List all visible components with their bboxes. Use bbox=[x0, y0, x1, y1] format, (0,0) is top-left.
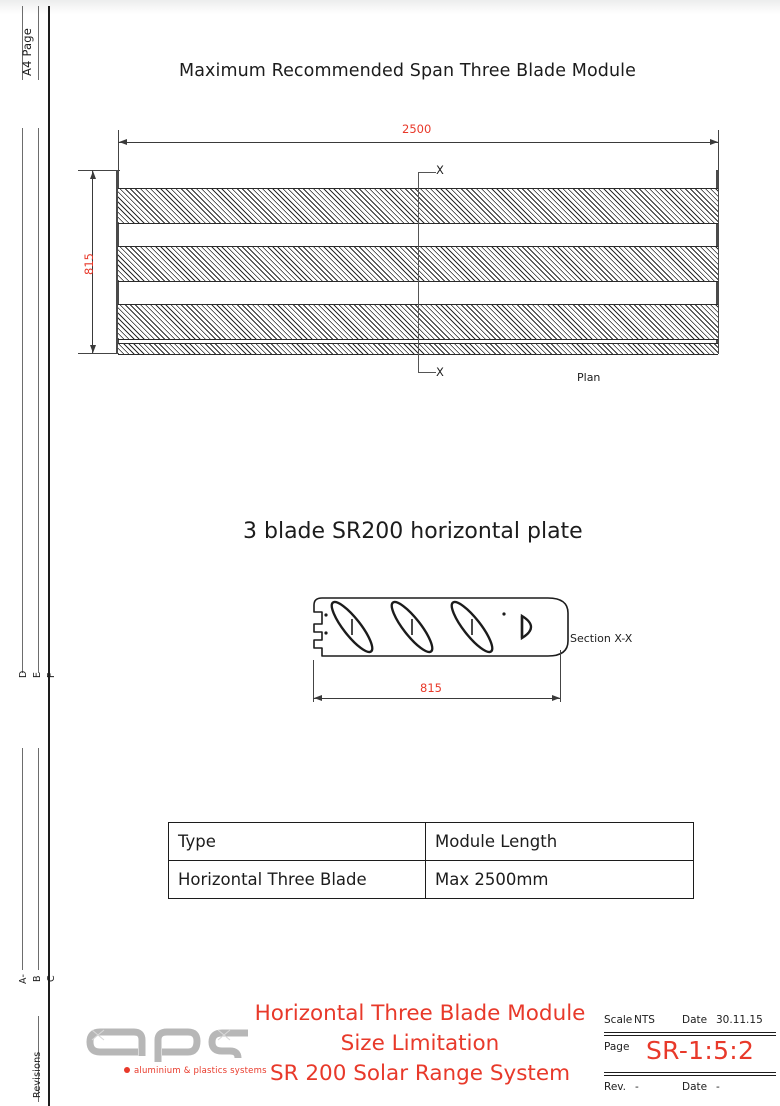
title-block bbox=[604, 1008, 776, 1100]
specification-table bbox=[168, 822, 694, 899]
sheet-border-line bbox=[48, 6, 50, 1106]
dim-extension-bottom bbox=[78, 353, 120, 354]
dim-arrow-right-2500 bbox=[710, 139, 718, 145]
dim-arrow-up-815 bbox=[90, 171, 96, 179]
section-view-title: 3 blade SR200 horizontal plate bbox=[243, 519, 583, 544]
dim-extension-top bbox=[78, 170, 120, 171]
section-mark-bottom-x: X bbox=[436, 365, 444, 379]
title-block-divider-1a bbox=[604, 1032, 776, 1033]
table-header-row bbox=[169, 823, 694, 861]
dim-extension-right bbox=[718, 130, 719, 175]
dim-line-2500 bbox=[118, 142, 718, 143]
section-dim-ext-right bbox=[560, 650, 561, 702]
screw-port-mark-1 bbox=[324, 613, 327, 616]
rev-date-label: Date bbox=[682, 1081, 708, 1093]
rev-date-value: - bbox=[716, 1081, 720, 1093]
date-label: Date bbox=[682, 1014, 708, 1026]
screw-port-mark-3 bbox=[502, 612, 505, 615]
margin-rule-lower-1 bbox=[22, 748, 23, 970]
section-view-label: Section X-X bbox=[570, 632, 633, 645]
scale-value: NTS bbox=[634, 1014, 655, 1026]
revision-row-d: D bbox=[18, 670, 29, 678]
dim-line-815-section bbox=[313, 698, 560, 699]
dim-value-2500: 2500 bbox=[402, 122, 432, 136]
table-header-module-length: Module Length bbox=[426, 823, 694, 861]
revision-row-e: E bbox=[32, 671, 43, 678]
a4-page-label: A4 Page bbox=[20, 27, 34, 76]
rev-label: Rev. bbox=[604, 1081, 627, 1093]
page-label: Page bbox=[604, 1041, 630, 1053]
title-block-divider-2b bbox=[604, 1075, 776, 1076]
margin-rule-a4-right bbox=[38, 6, 39, 80]
dim-arrow-left-2500 bbox=[119, 139, 127, 145]
margin-rule-upper-2 bbox=[38, 128, 39, 673]
section-dim-arrow-left bbox=[314, 695, 322, 701]
page-number-value: SR-1:5:2 bbox=[646, 1036, 755, 1065]
logo-tagline: aluminium & plastics systems bbox=[134, 1066, 267, 1076]
table-cell-length-value: Max 2500mm bbox=[426, 861, 694, 899]
plan-view-label: Plan bbox=[577, 371, 601, 384]
title-block-divider-2a bbox=[604, 1072, 776, 1073]
section-cut-tick-bottom bbox=[418, 372, 436, 373]
section-dim-arrow-right bbox=[552, 695, 560, 701]
revision-row-b: B bbox=[32, 975, 43, 982]
dim-value-815-plan: 815 bbox=[82, 253, 96, 275]
section-cut-line bbox=[418, 173, 419, 373]
table-row bbox=[169, 861, 694, 899]
section-cut-tick-top bbox=[418, 172, 436, 173]
section-mark-top-x: X bbox=[436, 163, 444, 177]
screw-port-mark-2 bbox=[324, 631, 327, 634]
plan-view-title: Maximum Recommended Span Three Blade Module bbox=[179, 61, 637, 81]
rev-value: - bbox=[635, 1081, 639, 1093]
section-profile-drawing bbox=[300, 588, 580, 668]
margin-rule-upper-1 bbox=[22, 128, 23, 673]
scale-label: Scale bbox=[604, 1014, 633, 1026]
revisions-label: Revisions bbox=[32, 1051, 43, 1098]
revision-row-c: C bbox=[46, 975, 57, 982]
table-cell-type-value: Horizontal Three Blade bbox=[169, 861, 426, 899]
drawing-title-line-3: SR 200 Solar Range System bbox=[269, 1061, 571, 1086]
top-gradient-band bbox=[0, 0, 780, 14]
dim-arrow-down-815 bbox=[90, 345, 96, 353]
revision-row-f: F bbox=[46, 672, 57, 678]
table-header-type: Type bbox=[169, 823, 426, 861]
margin-rule-lower-2 bbox=[38, 748, 39, 970]
date-value: 30.11.15 bbox=[716, 1014, 763, 1026]
revision-row-a: A- bbox=[18, 973, 29, 984]
dim-extension-left bbox=[118, 130, 119, 175]
dim-value-815-section: 815 bbox=[420, 681, 442, 695]
drawing-title-line-1: Horizontal Three Blade Module bbox=[254, 1001, 586, 1026]
drawing-title-line-2: Size Limitation bbox=[340, 1031, 500, 1056]
